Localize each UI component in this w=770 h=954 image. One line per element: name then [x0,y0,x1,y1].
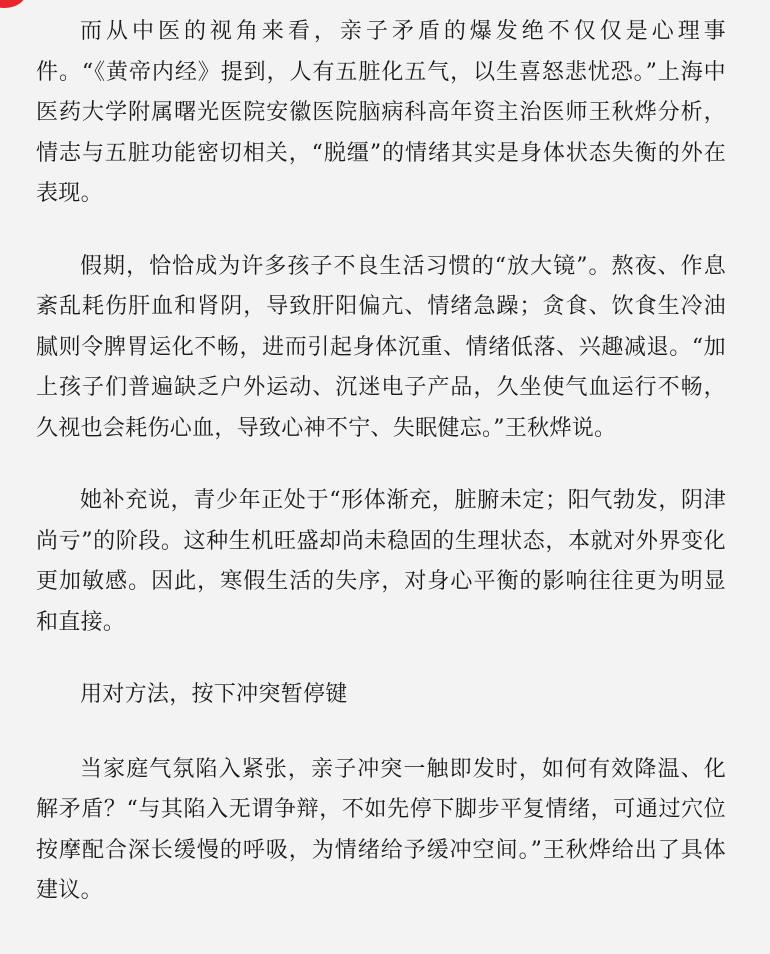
section-heading: 用对方法，按下冲突暂停键 [80,682,348,707]
paragraph-tcm-perspective: 而从中医的视角来看，亲子矛盾的爆发绝不仅仅是心理事件。“《黄帝内经》提到，人有五脏化五气，以生喜怒悲忧恐。”上海中医药大学附属曙光医院安徽医院脑病科高年资主治医师王秋烨分析，情志与五脏功能密切相关，“脱缰”的情绪其实是身体状态失衡的外在表现。 [36,19,726,206]
paragraph-adolescent-stage: 她补充说，青少年正处于“形体渐充，脏腑未定；阳气勃发，阴津尚亏”的阶段。这种生机旺盛却尚未稳固的生理状态，本就对外界变化更加敏感。因此，寒假生活的失序，对身心平衡的影响往往更为明显和直接。 [36,488,726,635]
paragraph-conflict-advice: 当家庭气氛陷入紧张，亲子冲突一触即发时，如何有效降温、化解矛盾？“与其陷入无谓争辩，不如先停下脚步平复情绪，可通过穴位按摩配合深长缓慢的呼吸，为情绪给予缓冲空间。”王秋烨给出了具体建议。 [36,756,726,903]
red-corner-badge [0,0,26,8]
article-body [36,12,726,944]
paragraph-holiday-habits: 假期，恰恰成为许多孩子不良生活习惯的“放大镜”。熬夜、作息紊乱耗伤肝血和肾阴，导致肝阳偏亢、情绪急躁；贪食、饮食生冷油腻则令脾胃运化不畅，进而引起身体沉重、情绪低落、兴趣减退。“加上孩子们普遍缺乏户外运动、沉迷电子产品，久坐使气血运行不畅，久视也会耗伤心血，导致心神不宁、失眠健忘。”王秋烨说。 [36,253,726,441]
